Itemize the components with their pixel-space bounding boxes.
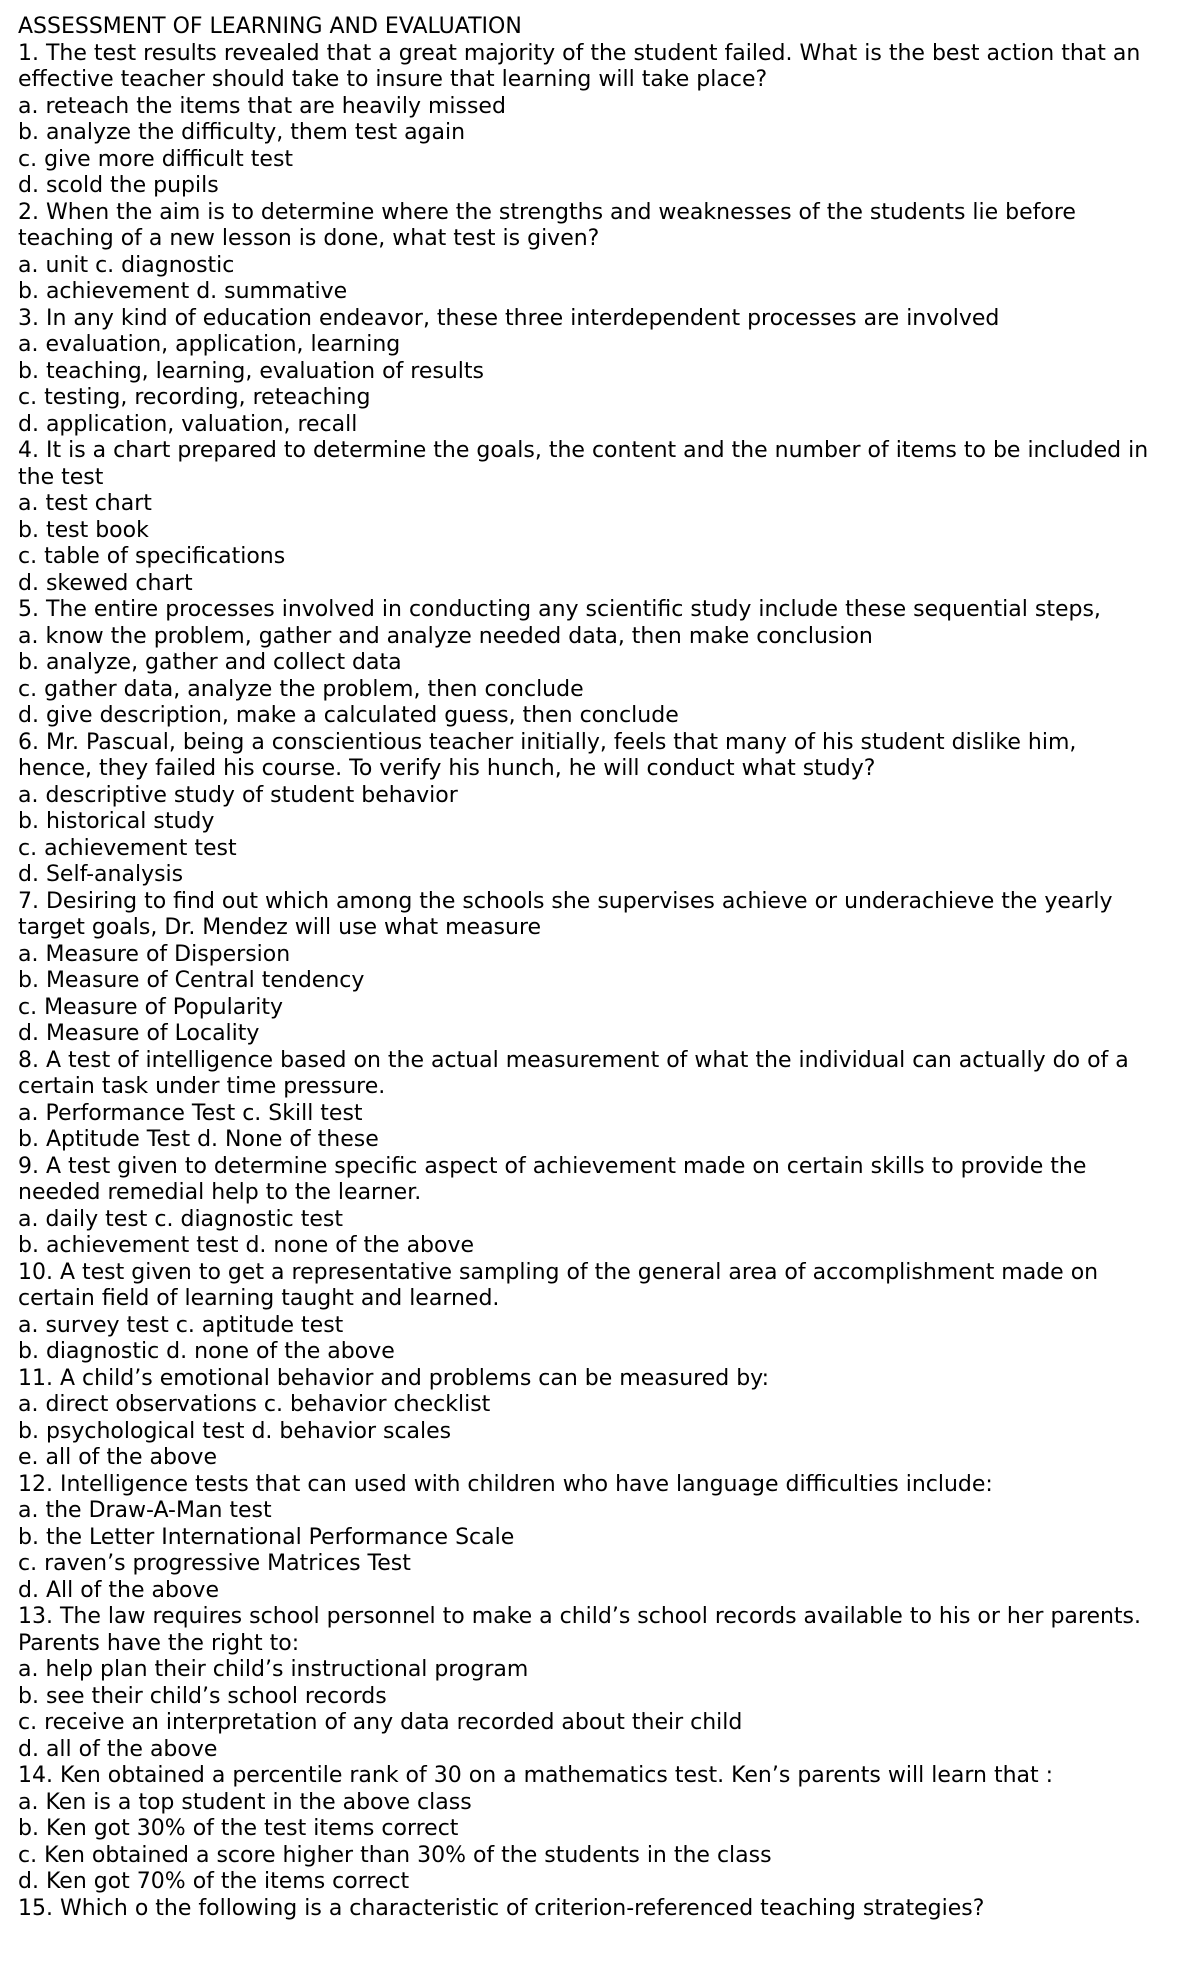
question-stem-line: 2. When the aim is to determine where the strengths and weaknesses of the students lie before bbox=[18, 199, 1076, 225]
answer-option: a. survey test c. aptitude test bbox=[18, 1312, 344, 1338]
answer-option: a. direct observations c. behavior checklist bbox=[18, 1392, 491, 1417]
answer-option: b. see their child’s school records bbox=[18, 1683, 387, 1709]
question-6 bbox=[18, 730, 1190, 889]
answer-option: d. All of the above bbox=[18, 1577, 219, 1603]
question-2 bbox=[18, 200, 1190, 306]
answer-option: a. test chart bbox=[18, 491, 152, 516]
answer-option: c. gather data, analyze the problem, then conclude bbox=[18, 676, 584, 702]
answer-option: a. daily test c. diagnostic test bbox=[18, 1206, 343, 1232]
question-5 bbox=[18, 597, 1190, 730]
answer-option: c. achievement test bbox=[18, 835, 237, 861]
answer-option: e. all of the above bbox=[18, 1445, 217, 1470]
question-stem-line: certain task under time pressure. bbox=[18, 1074, 386, 1099]
question-stem-line: 4. It is a chart prepared to determine the goals, the content and the number of items to be included in bbox=[18, 438, 1149, 463]
question-stem-line: 1. The test results revealed that a great majority of the student failed. What is the best action that an bbox=[18, 40, 1141, 66]
question-stem-line: 9. A test given to determine specific aspect of achievement made on certain skills to provide the bbox=[18, 1153, 1087, 1179]
question-stem-line: target goals, Dr. Mendez will use what measure bbox=[18, 915, 542, 940]
answer-option: a. evaluation, application, learning bbox=[18, 332, 401, 357]
answer-option: b. analyze the difficulty, them test again bbox=[18, 120, 466, 145]
document-body bbox=[18, 14, 1190, 1922]
answer-option: d. skewed chart bbox=[18, 570, 193, 596]
question-stem-line: effective teacher should take to insure that learning will take place? bbox=[18, 67, 768, 92]
answer-option: d. all of the above bbox=[18, 1736, 218, 1762]
question-stem-line: 6. Mr. Pascual, being a conscientious teacher initially, feels that many of his student dislike him, bbox=[18, 729, 1077, 755]
question-stem-line: 15. Which o the following is a characteristic of criterion-referenced teaching strategies? bbox=[18, 1895, 985, 1921]
answer-option: c. Measure of Popularity bbox=[18, 994, 284, 1020]
question-8 bbox=[18, 1048, 1190, 1154]
question-15 bbox=[18, 1896, 1190, 1923]
answer-option: b. achievement d. summative bbox=[18, 279, 348, 304]
question-1 bbox=[18, 41, 1190, 200]
answer-option: c. table of specifications bbox=[18, 544, 286, 569]
document-title: ASSESSMENT OF LEARNING AND EVALUATION bbox=[18, 14, 522, 39]
answer-option: b. Aptitude Test d. None of these bbox=[18, 1127, 379, 1152]
answer-option: a. Measure of Dispersion bbox=[18, 941, 291, 967]
question-12 bbox=[18, 1472, 1190, 1605]
question-4 bbox=[18, 438, 1190, 597]
answer-option: b. achievement test d. none of the above bbox=[18, 1233, 475, 1258]
answer-option: b. Measure of Central tendency bbox=[18, 968, 365, 993]
answer-option: d. Ken got 70% of the items correct bbox=[18, 1869, 410, 1894]
question-7 bbox=[18, 889, 1190, 1048]
answer-option: c. testing, recording, reteaching bbox=[18, 385, 371, 410]
question-stem-line: 8. A test of intelligence based on the actual measurement of what the individual can actually do of a bbox=[18, 1047, 1129, 1073]
answer-option: b. diagnostic d. none of the above bbox=[18, 1339, 395, 1364]
answer-option: a. unit c. diagnostic bbox=[18, 252, 235, 278]
answer-option: d. Measure of Locality bbox=[18, 1021, 260, 1046]
answer-option: a. know the problem, gather and analyze needed data, then make conclusion bbox=[18, 623, 873, 649]
answer-option: d. Self-analysis bbox=[18, 862, 184, 887]
question-list bbox=[18, 41, 1190, 1923]
answer-option: c. raven’s progressive Matrices Test bbox=[18, 1551, 411, 1576]
answer-option: d. scold the pupils bbox=[18, 173, 219, 198]
question-stem-line: the test bbox=[18, 464, 104, 490]
answer-option: b. test book bbox=[18, 517, 149, 543]
answer-option: b. analyze, gather and collect data bbox=[18, 650, 402, 675]
answer-option: a. Performance Test c. Skill test bbox=[18, 1100, 363, 1126]
answer-option: a. Ken is a top student in the above class bbox=[18, 1789, 472, 1815]
answer-option: a. reteach the items that are heavily missed bbox=[18, 93, 506, 119]
question-11 bbox=[18, 1366, 1190, 1472]
question-stem-line: needed remedial help to the learner. bbox=[18, 1180, 422, 1205]
answer-option: a. help plan their child’s instructional program bbox=[18, 1657, 529, 1682]
question-stem-line: teaching of a new lesson is done, what test is given? bbox=[18, 226, 600, 251]
question-stem-line: 13. The law requires school personnel to make a child’s school records available to his or her parents. bbox=[18, 1604, 1142, 1629]
answer-option: a. descriptive study of student behavior bbox=[18, 782, 458, 808]
answer-option: c. receive an interpretation of any data recorded about their child bbox=[18, 1710, 743, 1735]
answer-option: c. give more difficult test bbox=[18, 146, 294, 172]
question-stem-line: 11. A child’s emotional behavior and problems can be measured by: bbox=[18, 1365, 769, 1391]
answer-option: d. application, valuation, recall bbox=[18, 411, 358, 437]
answer-option: c. Ken obtained a score higher than 30% of the students in the class bbox=[18, 1842, 772, 1868]
answer-option: b. psychological test d. behavior scales bbox=[18, 1418, 452, 1444]
answer-option: b. teaching, learning, evaluation of results bbox=[18, 358, 484, 384]
question-stem-line: 14. Ken obtained a percentile rank of 30 on a mathematics test. Ken’s parents will learn that : bbox=[18, 1763, 1054, 1788]
question-14 bbox=[18, 1763, 1190, 1896]
question-9 bbox=[18, 1154, 1190, 1260]
question-13 bbox=[18, 1604, 1190, 1763]
question-3 bbox=[18, 306, 1190, 439]
question-stem-line: Parents have the right to: bbox=[18, 1630, 300, 1656]
answer-option: b. the Letter International Performance Scale bbox=[18, 1524, 515, 1550]
question-stem-line: certain field of learning taught and learned. bbox=[18, 1286, 500, 1311]
question-stem-line: 7. Desiring to find out which among the schools she supervises achieve or underachieve the yearly bbox=[18, 888, 1113, 914]
answer-option: a. the Draw-A-Man test bbox=[18, 1498, 272, 1523]
question-stem-line: 3. In any kind of education endeavor, these three interdependent processes are involved bbox=[18, 305, 1000, 331]
answer-option: b. Ken got 30% of the test items correct bbox=[18, 1816, 459, 1841]
question-stem-line: 12. Intelligence tests that can used with children who have language difficulties include: bbox=[18, 1471, 993, 1497]
question-stem-line: 5. The entire processes involved in conducting any scientific study include these sequential steps, bbox=[18, 597, 1101, 622]
question-stem-line: 10. A test given to get a representative sampling of the general area of accomplishment made on bbox=[18, 1259, 1099, 1285]
answer-option: d. give description, make a calculated guess, then conclude bbox=[18, 703, 679, 728]
question-stem-line: hence, they failed his course. To verify his hunch, he will conduct what study? bbox=[18, 756, 876, 781]
question-10 bbox=[18, 1260, 1190, 1366]
answer-option: b. historical study bbox=[18, 809, 215, 834]
